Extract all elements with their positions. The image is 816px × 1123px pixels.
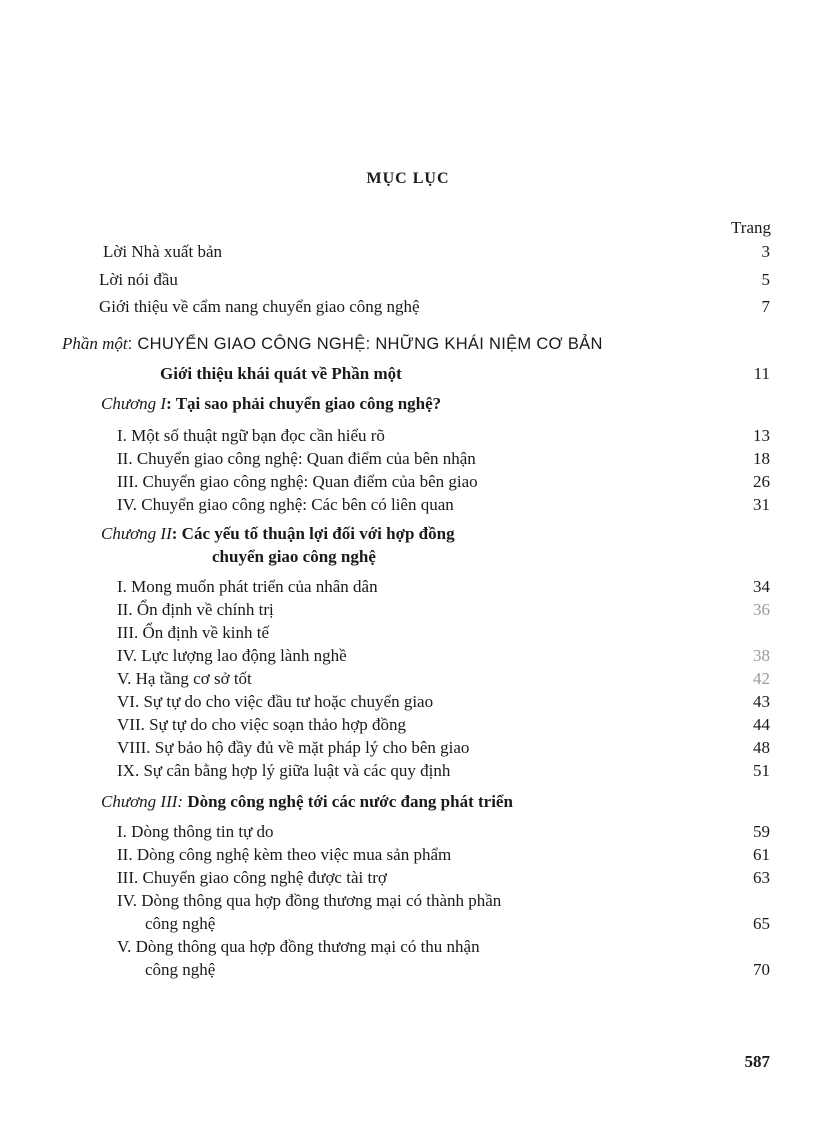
toc-entry-title: Lời Nhà xuất bản xyxy=(103,242,222,261)
toc-entry-cont xyxy=(0,960,816,984)
toc-entry-page: 38 xyxy=(753,646,770,665)
chapter-title: : Tại sao phải chuyển giao công nghệ? xyxy=(166,394,442,413)
part-intro-title: Giới thiệu khái quát về Phần một xyxy=(160,364,402,383)
toc-entry xyxy=(0,646,816,670)
toc-entry xyxy=(0,761,816,785)
chapter-heading xyxy=(0,792,816,816)
toc-entry-page: 5 xyxy=(761,270,770,289)
toc-entry xyxy=(0,669,816,693)
page-number: 587 xyxy=(744,1052,770,1071)
toc-entry-title: I. Mong muốn phát triển của nhân dân xyxy=(117,577,378,596)
toc-entry-title: V. Hạ tầng cơ sở tốt xyxy=(117,669,252,688)
toc-entry-page: 26 xyxy=(753,472,770,491)
toc-entry-title: IV. Dòng thông qua hợp đồng thương mại có thành phần xyxy=(117,891,502,910)
toc-entry-title: I. Dòng thông tin tự do xyxy=(117,822,274,841)
chapter-title-cont: chuyển giao công nghệ xyxy=(212,547,376,566)
toc-entry xyxy=(0,472,816,496)
toc-entry xyxy=(0,600,816,624)
toc-entry-title: II. Ổn định về chính trị xyxy=(117,600,274,619)
toc-entry xyxy=(0,868,816,892)
chapter-heading-cont xyxy=(0,547,816,571)
chapter-title: : Các yếu tố thuận lợi đối với hợp đồng xyxy=(171,524,455,543)
toc-entry xyxy=(0,364,816,388)
toc-entry-page: 42 xyxy=(753,669,770,688)
toc-entry-page: 70 xyxy=(753,960,770,979)
toc-entry-page: 48 xyxy=(753,738,770,757)
toc-entry-page: 65 xyxy=(753,914,770,933)
toc-entry-title: Giới thiệu về cẩm nang chuyển giao công nghệ xyxy=(99,297,420,316)
toc-entry-page: 61 xyxy=(753,845,770,864)
toc-entry-page: 3 xyxy=(761,242,770,261)
toc-entry-title: II. Dòng công nghệ kèm theo việc mua sản phẩm xyxy=(117,845,452,864)
toc-entry-title: I. Một số thuật ngữ bạn đọc cần hiểu rõ xyxy=(117,426,385,445)
toc-entry-title: VII. Sự tự do cho việc soạn thảo hợp đồng xyxy=(117,715,406,734)
page-title: MỤC LỤC xyxy=(366,170,450,187)
chapter-label: Chương II xyxy=(101,524,172,543)
toc-entry xyxy=(0,738,816,762)
toc-entry-page: 43 xyxy=(753,692,770,711)
toc-entry-title: V. Dòng thông qua hợp đồng thương mại có thu nhận xyxy=(117,937,480,956)
toc-entry-title: Lời nói đầu xyxy=(99,270,178,289)
toc-entry xyxy=(0,692,816,716)
part-label: Phần một xyxy=(62,334,128,353)
toc-entry-page: 13 xyxy=(753,426,770,445)
toc-entry-title: II. Chuyển giao công nghệ: Quan điểm của bên nhận xyxy=(117,449,476,468)
part-heading xyxy=(0,334,816,358)
toc-entry-title: VI. Sự tự do cho việc đầu tư hoặc chuyển giao xyxy=(117,692,434,711)
toc-entry xyxy=(0,822,816,846)
toc-entry-title: III. Ổn định về kinh tế xyxy=(117,623,270,642)
toc-entry xyxy=(0,577,816,601)
toc-entry-page: 59 xyxy=(753,822,770,841)
toc-entry-title: III. Chuyển giao công nghệ: Quan điểm của bên giao xyxy=(117,472,478,491)
toc-entry-page: 63 xyxy=(753,868,770,887)
toc-entry xyxy=(0,270,816,294)
toc-entry-page: 11 xyxy=(753,364,770,383)
toc-entry xyxy=(0,495,816,519)
toc-entry-page: 34 xyxy=(753,577,770,596)
chapter-label: Chương III: xyxy=(101,792,184,811)
toc-entry-title: IV. Chuyển giao công nghệ: Các bên có liên quan xyxy=(117,495,454,514)
toc-entry xyxy=(0,937,816,961)
toc-entry-page: 36 xyxy=(753,600,770,619)
toc-entry xyxy=(0,426,816,450)
toc-entry-title-cont: công nghệ xyxy=(145,914,216,933)
toc-entry-cont xyxy=(0,914,816,938)
part-title: : CHUYỂN GIAO CÔNG NGHỆ: NHỮNG KHÁI NIỆM CƠ BẢN xyxy=(127,335,603,353)
toc-entry-page: 7 xyxy=(761,297,770,316)
toc-entry-title: IX. Sự cân bằng hợp lý giữa luật và các quy định xyxy=(117,761,451,780)
chapter-title: Dòng công nghệ tới các nước đang phát triển xyxy=(183,792,513,811)
toc-entry-title: IV. Lực lượng lao động lành nghề xyxy=(117,646,347,665)
toc-entry xyxy=(0,715,816,739)
toc-entry xyxy=(0,845,816,869)
chapter-heading xyxy=(0,394,816,418)
toc-entry-title-cont: công nghệ xyxy=(145,960,216,979)
toc-entry-page: 44 xyxy=(753,715,770,734)
chapter-label: Chương I xyxy=(101,394,167,413)
toc-entry xyxy=(0,242,816,266)
page-column-label: Trang xyxy=(731,218,771,237)
toc-entry-page: 31 xyxy=(753,495,770,514)
toc-entry-page: 18 xyxy=(753,449,770,468)
toc-entry xyxy=(0,449,816,473)
toc-entry xyxy=(0,297,816,321)
toc-entry xyxy=(0,891,816,915)
chapter-heading xyxy=(0,524,816,548)
toc-entry xyxy=(0,623,816,647)
toc-entry-title: III. Chuyển giao công nghệ được tài trợ xyxy=(117,868,387,887)
toc-entry-page: 51 xyxy=(753,761,770,780)
toc-entry-title: VIII. Sự bảo hộ đầy đủ về mặt pháp lý cho bên giao xyxy=(117,738,470,757)
